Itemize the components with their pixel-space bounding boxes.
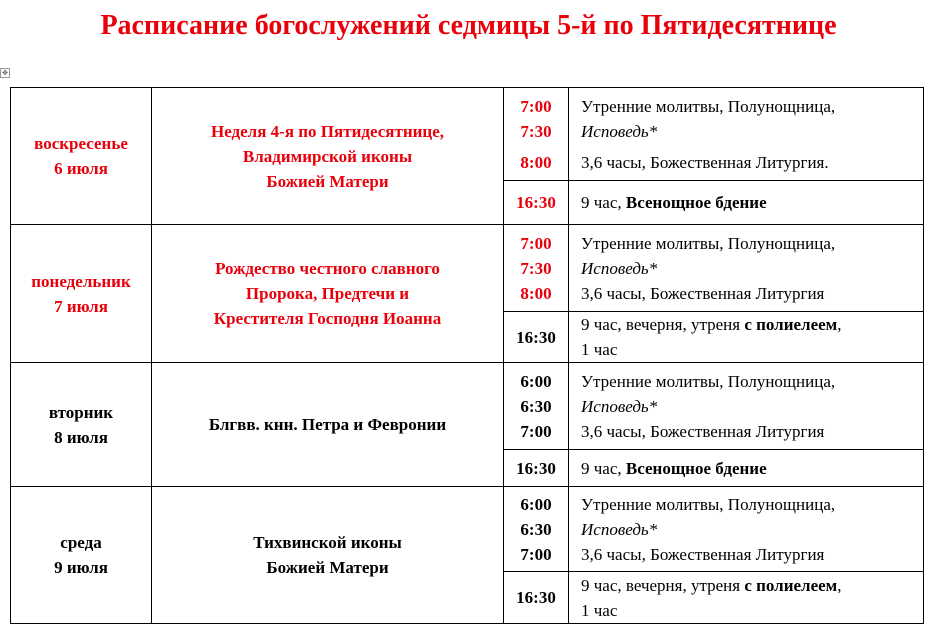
service-line: 1 час	[581, 600, 618, 620]
evening-service-cell	[569, 312, 924, 363]
time-value: 7:30	[520, 121, 552, 141]
service-text: 9 час,	[581, 193, 626, 212]
page-title: Расписание богослужений седмицы 5-й по Пятидесятнице	[100, 10, 837, 41]
morning-services-cell	[569, 487, 924, 572]
service-line: 3,6 часы, Божественная Литургия.	[581, 152, 829, 172]
day-date: 9 июля	[54, 558, 108, 577]
day-name: вторник	[48, 402, 114, 422]
feast-cell	[152, 363, 504, 487]
feast-line: Блгвв. кнн. Петра и Февронии	[208, 415, 447, 434]
feast-line: Рождество честного славного	[215, 259, 440, 278]
morning-times-cell	[504, 88, 569, 181]
evening-service-cell	[569, 572, 924, 624]
evening-time-cell: 16:30	[504, 312, 569, 363]
service-text-bold: с полиелеем	[744, 575, 838, 595]
service-text: ,	[837, 575, 842, 595]
time-value: 8:00	[520, 283, 552, 303]
service-line-confession: Исповедь*	[581, 258, 658, 278]
feast-line: Крестителя Господня Иоанна	[213, 309, 442, 328]
day-name: среда	[60, 533, 102, 552]
table-row	[11, 363, 924, 450]
feast-cell	[152, 88, 504, 225]
service-line: Утренние молитвы, Полунощница,	[581, 371, 836, 391]
table-row	[11, 88, 924, 181]
day-date: 7 июля	[54, 296, 108, 316]
day-cell	[11, 225, 152, 363]
service-line: 3,6 часы, Божественная Литургия	[581, 421, 825, 441]
service-text: ,	[837, 315, 842, 334]
day-cell	[11, 487, 152, 624]
service-text: 9 час, вечерня, утреня	[581, 315, 745, 334]
service-text-bold: Всенощное бдение	[625, 193, 767, 212]
time-value: 7:00	[520, 96, 552, 116]
day-date: 6 июля	[54, 159, 108, 178]
evening-time-cell: 16:30	[504, 181, 569, 225]
day-cell	[11, 88, 152, 225]
service-line: Утренние молитвы, Полунощница,	[581, 96, 836, 116]
morning-services-cell	[569, 225, 924, 312]
service-line: 1 час	[581, 340, 618, 359]
service-text-bold: Всенощное бдение	[625, 458, 767, 478]
service-line: Утренние молитвы, Полунощница,	[581, 233, 836, 253]
morning-times-cell	[504, 487, 569, 572]
service-line-confession: Исповедь*	[581, 396, 658, 416]
day-cell	[11, 363, 152, 487]
feast-line: Тихвинской иконы	[253, 533, 402, 552]
feast-line: Божией Матери	[266, 558, 389, 577]
feast-cell	[152, 225, 504, 363]
time-value: 8:00	[520, 152, 552, 172]
service-line: 3,6 часы, Божественная Литургия	[581, 544, 825, 564]
day-name: воскресенье	[34, 134, 128, 153]
morning-services-cell	[569, 363, 924, 450]
feast-line: Владимирской иконы	[242, 146, 413, 166]
day-name: понедельник	[31, 271, 131, 291]
time-value: 7:00	[520, 421, 552, 441]
time-value: 6:00	[520, 371, 552, 391]
morning-services-cell	[569, 88, 924, 181]
feast-line: Неделя 4-я по Пятидесятнице,	[210, 121, 445, 141]
day-date: 8 июля	[54, 427, 108, 447]
feast-cell	[152, 487, 504, 624]
table-row	[11, 487, 924, 572]
evening-time-cell: 16:30	[504, 572, 569, 624]
table-row	[11, 225, 924, 312]
feast-line: Пророка, Предтечи и	[245, 284, 410, 303]
service-line: 3,6 часы, Божественная Литургия	[581, 283, 825, 303]
evening-time-cell: 16:30	[504, 450, 569, 487]
service-text-bold: с полиелеем	[744, 315, 838, 334]
evening-service-cell	[569, 450, 924, 487]
service-line: Утренние молитвы, Полунощница,	[581, 494, 836, 514]
service-text: 9 час,	[581, 458, 626, 478]
service-line-confession: Исповедь*	[581, 121, 658, 141]
time-value: 6:00	[520, 494, 552, 514]
time-value: 7:00	[520, 233, 552, 253]
service-text: 9 час, вечерня, утреня	[581, 575, 745, 595]
move-handle-icon[interactable]: ✥	[0, 68, 10, 78]
evening-service-cell	[569, 181, 924, 225]
feast-line: Божией Матери	[266, 171, 389, 191]
morning-times-cell	[504, 363, 569, 450]
morning-times-cell	[504, 225, 569, 312]
schedule-table	[10, 87, 924, 624]
service-line-confession: Исповедь*	[581, 519, 658, 539]
time-value: 7:30	[520, 258, 552, 278]
time-value: 6:30	[520, 396, 552, 416]
time-value: 7:00	[520, 544, 552, 564]
time-value: 6:30	[520, 519, 552, 539]
